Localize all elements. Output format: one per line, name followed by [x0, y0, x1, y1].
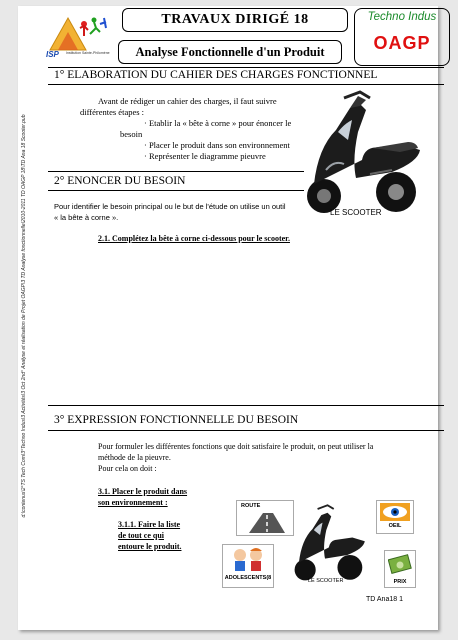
people-icon	[228, 547, 268, 573]
section-rule	[48, 84, 444, 85]
section-rule	[48, 67, 444, 68]
side-file-path: d:\contenus\2°TS Tech Com\3°Techno Indus\3 Activités\3 Oct 2nd° Analyse et réalisation de Projet OAGP\3 TD Analyse fonctionnelle\2010-2011 TD OAGP 18\TD Ana 18 Scooter.pub	[21, 114, 27, 518]
section3-text: méthode de la pieuvre.	[98, 453, 171, 462]
oeil-element	[376, 500, 414, 534]
route-element	[236, 500, 294, 536]
document-title: TRAVAUX DIRIGÉ 18	[122, 8, 348, 32]
document-subtitle: Analyse Fonctionnelle d'un Produit	[118, 40, 342, 64]
adolescents-element	[222, 544, 274, 588]
money-icon	[388, 553, 412, 577]
subheading-3-1-1: entoure le produit.	[118, 542, 182, 551]
section-rule	[48, 430, 444, 431]
scooter-small-image	[290, 504, 370, 586]
prix-label: PRIX	[393, 579, 407, 585]
school-logo	[44, 14, 114, 58]
section1-title: 1° ELABORATION DU CAHIER DES CHARGES FONCTIONNEL	[54, 69, 378, 81]
subheading-3-1-1: de tout ce qui	[118, 531, 164, 540]
section3-text: Pour cela on doit :	[98, 464, 157, 473]
section2-text: « la bête à corne ».	[54, 213, 119, 222]
logo-text: ISP	[46, 50, 59, 58]
route-label: ROUTE	[241, 503, 261, 509]
step-item: · Etablir la « bête à corne » pour énoncer le	[144, 118, 292, 128]
scooter-image	[300, 90, 428, 222]
step-item: besoin	[120, 129, 143, 139]
step-item: · Placer le produit dans son environnement	[144, 140, 290, 150]
step-item: · Représenter le diagramme pieuvre	[144, 151, 266, 161]
page-footer: TD Ana18 1	[366, 596, 403, 603]
prix-element	[384, 550, 416, 588]
section-rule	[48, 171, 304, 172]
section-rule	[48, 405, 444, 406]
section2-subheading: 2.1. Complétez la bête à corne ci-dessous pour le scooter.	[98, 234, 290, 243]
road-icon	[247, 513, 287, 533]
subheading-3-1: 3.1. Placer le produit dans	[98, 487, 188, 496]
section2-title: 2° ENONCER DU BESOIN	[54, 175, 186, 187]
subheading-3-1-1: 3.1.1. Faire la liste	[118, 520, 181, 529]
subheading-3-1: son environnement :	[98, 498, 168, 507]
section3-text: Pour formuler les différentes fonctions que doit satisfaire le produit, on peut utiliser la	[98, 442, 374, 451]
adolescents-label: ADOLESCENTS(8	[224, 575, 272, 581]
section1-intro: différentes étapes :	[80, 107, 145, 117]
brand-box	[354, 8, 450, 66]
section2-text: Pour identifier le besoin principal ou le but de l'étude on utilise un outil	[54, 202, 286, 211]
section3-title: 3° EXPRESSION FONCTIONNELLE DU BESOIN	[54, 414, 299, 426]
section1-intro: Avant de rédiger un cahier des charges, il faut suivre	[98, 96, 277, 106]
course-code: OAGP	[373, 33, 431, 53]
oeil-label: OEIL	[388, 523, 402, 529]
svg-text:Institution Sainte-Philomène: Institution Sainte-Philomène	[66, 51, 110, 55]
scooter-small-caption: LE SCOOTER	[308, 578, 344, 584]
brand-name: Techno Indus	[367, 11, 437, 23]
eye-icon	[380, 503, 410, 521]
section-rule	[48, 190, 304, 191]
scooter-caption: LE SCOOTER	[330, 208, 382, 217]
